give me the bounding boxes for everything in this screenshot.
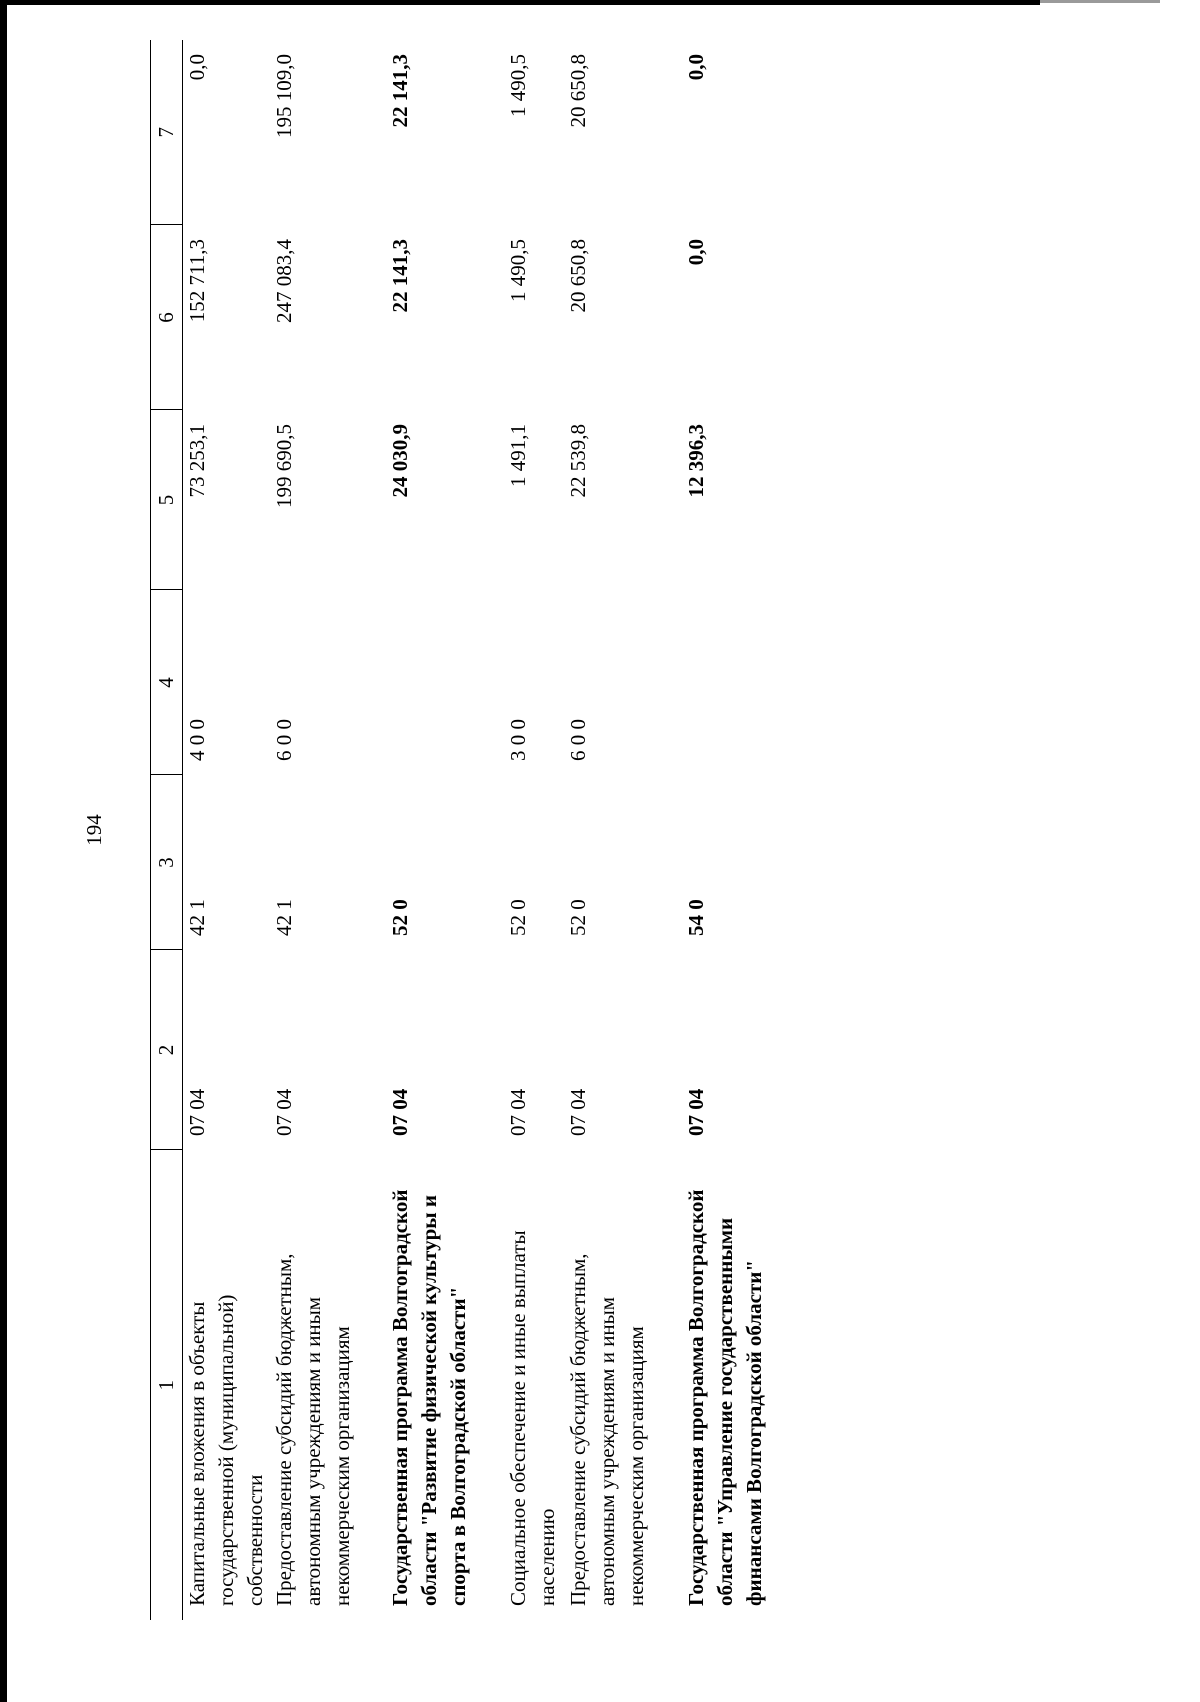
row-description: Социальное обеспечение и иные выплаты населению [506, 1230, 559, 1606]
row-col5: 12 396,3 [684, 424, 708, 498]
row-col6: 247 083,4 [272, 239, 296, 323]
row-col6: 0,0 [684, 239, 708, 266]
page-number: 194 [82, 814, 106, 846]
row-col6: 20 650,8 [566, 239, 590, 313]
header-col-3: 3 [151, 775, 183, 950]
row-expense-type [682, 590, 832, 775]
scan-edge-top [0, 0, 1040, 5]
row-description: Предоставление субсидий бюджетным, автономным учреждениям и иным некоммерческим организациям [566, 1253, 648, 1606]
table-row [504, 40, 564, 1620]
row-col7: 20 650,8 [566, 54, 590, 128]
row-col6: 22 141,3 [388, 239, 412, 313]
row-target: 52 0 [506, 899, 530, 936]
row-section: 07 04 [185, 1088, 209, 1136]
row-expense-type: 6 0 0 [272, 719, 296, 761]
row-col7: 0,0 [684, 54, 708, 81]
budget-table [150, 40, 832, 1620]
row-expense-type [386, 590, 504, 775]
row-description: Государственная программа Волгоградской области "Развитие физической культуры и спорта в Волгоградской области" [388, 1189, 470, 1606]
row-section: 07 04 [566, 1088, 590, 1136]
row-col6: 1 490,5 [506, 239, 530, 302]
row-target: 52 0 [566, 899, 590, 936]
row-section: 07 04 [272, 1088, 296, 1136]
row-expense-type: 6 0 0 [566, 719, 590, 761]
table-row [183, 40, 271, 1620]
row-col7: 22 141,3 [388, 54, 412, 128]
row-target: 52 0 [388, 899, 412, 936]
row-col5: 1 491,1 [506, 424, 530, 487]
row-target: 42 1 [185, 899, 209, 936]
row-col7: 1 490,5 [506, 54, 530, 117]
header-row [151, 40, 183, 1620]
row-section: 07 04 [388, 1088, 412, 1136]
row-col5: 24 030,9 [388, 424, 412, 498]
scan-edge-left [0, 0, 7, 1702]
row-col5: 73 253,1 [185, 424, 209, 498]
scan-edge-top-faint [1040, 0, 1160, 3]
row-col5: 22 539,8 [566, 424, 590, 498]
table-row [270, 40, 386, 1620]
table-row-program [386, 40, 504, 1620]
table-row [564, 40, 682, 1620]
header-col-6: 6 [151, 225, 183, 410]
row-target: 54 0 [684, 899, 708, 936]
header-col-2: 2 [151, 950, 183, 1150]
row-section: 07 04 [506, 1088, 530, 1136]
row-col6: 152 711,3 [185, 239, 209, 323]
header-col-5: 5 [151, 410, 183, 590]
table-row-program [682, 40, 832, 1620]
header-col-7: 7 [151, 40, 183, 225]
row-description: Предоставление субсидий бюджетным, автономным учреждениям и иным некоммерческим организациям [272, 1253, 354, 1606]
row-description: Государственная программа Волгоградской области "Управление государственными финансами Волгоградской области" [684, 1189, 766, 1606]
rotated-page [82, 40, 1150, 1620]
row-section: 07 04 [684, 1088, 708, 1136]
row-description: Капитальные вложения в объекты государственной (муниципальной) собственности [185, 1294, 267, 1606]
row-expense-type: 4 0 0 [185, 719, 209, 761]
header-col-1: 1 [151, 1150, 183, 1620]
header-col-4: 4 [151, 590, 183, 775]
row-col7: 0,0 [185, 54, 209, 81]
row-target: 42 1 [272, 899, 296, 936]
row-col5: 199 690,5 [272, 424, 296, 508]
row-expense-type: 3 0 0 [506, 719, 530, 761]
row-col7: 195 109,0 [272, 54, 296, 138]
